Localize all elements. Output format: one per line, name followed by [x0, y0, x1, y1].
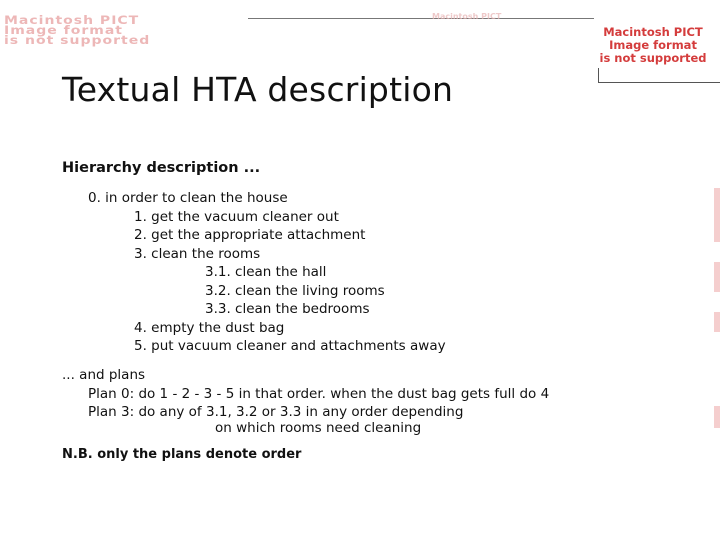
faded-mark: Macintosh PICT — [432, 12, 502, 21]
plans-heading: ... and plans — [62, 367, 146, 383]
pict-placeholder: Macintosh PICT Image format is not supported — [599, 25, 707, 65]
edge-strip — [714, 188, 720, 242]
pict-placeholder-faded: Macintosh PICT Image format is not supported — [4, 14, 151, 48]
plan-item: Plan 3: do any of 3.1, 3.2 or 3.3 in any order depending — [88, 404, 464, 420]
task-item: 1. get the vacuum cleaner out — [134, 209, 339, 225]
subtask-item: 3.1. clean the hall — [205, 264, 327, 280]
note: N.B. only the plans denote order — [62, 447, 302, 462]
plan-item-continuation: on which rooms need cleaning — [215, 420, 422, 436]
subtask-item: 3.2. clean the living rooms — [205, 283, 385, 299]
task-item: 2. get the appropriate attachment — [134, 227, 366, 243]
hierarchy-heading: Hierarchy description ... — [62, 160, 261, 176]
edge-strip — [714, 262, 720, 292]
edge-strip — [714, 312, 720, 332]
slide-title: Textual HTA description — [62, 70, 454, 109]
edge-strip — [714, 406, 720, 428]
task-item: 3. clean the rooms — [134, 246, 261, 262]
frame-line — [598, 68, 599, 83]
plan-item: Plan 0: do 1 - 2 - 3 - 5 in that order. when the dust bag gets full do 4 — [88, 386, 550, 402]
task-item: 4. empty the dust bag — [134, 320, 285, 336]
task-item: 0. in order to clean the house — [88, 190, 288, 206]
subtask-item: 3.3. clean the bedrooms — [205, 301, 370, 317]
task-item: 5. put vacuum cleaner and attachments away — [134, 338, 446, 354]
frame-line — [598, 82, 720, 83]
